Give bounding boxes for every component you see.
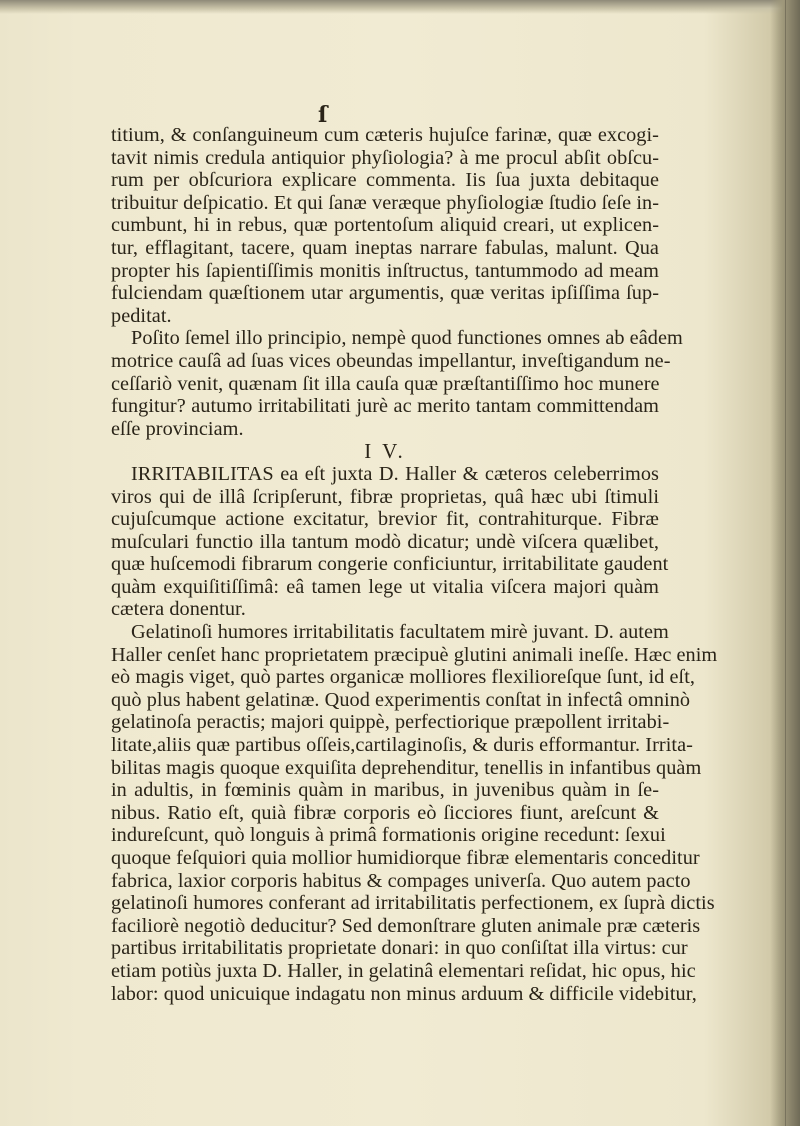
section-heading: I V. [364, 439, 406, 464]
text-line: gelatinoſi humores conferant ad irritabilitatis perfectionem, ex ſuprà dictis [111, 892, 715, 915]
text-line: tur, efflagitant, tacere, quam ineptas narrare fabulas, malunt. Qua [111, 236, 659, 259]
text-line: cætera donentur. [111, 598, 246, 621]
text-line: quò plus habent gelatinæ. Quod experimentis conſtat in infectâ omninò [111, 688, 691, 711]
text-line: eſſe provinciam. [111, 417, 244, 440]
page-edge-line [785, 0, 786, 1126]
text-line: eò magis viget, quò partes organicæ molliores flexilioreſque ſunt, id eſt, [111, 666, 696, 689]
text-line: peditat. [111, 304, 172, 327]
text-line: propter his ſapientiſſimis monitis inſtructus, tantummodo ad meam [111, 259, 659, 282]
text-line: bilitas magis quoque exquiſita deprehenditur, tenellis in infantibus quàm [111, 756, 702, 779]
text-line: Haller cenſet hanc proprietatem præcipuè glutini animali ineſſe. Hæc enim [111, 643, 718, 666]
text-line: faciliorè negotiò deducitur? Sed demonſtrare gluten animale præ cæteris [111, 914, 701, 937]
text-line: muſculari functio illa tantum modò dicatur; undè viſcera quælibet, [111, 530, 659, 553]
text-line: etiam potiùs juxta D. Haller, in gelatinâ elementari reſidat, hic opus, hic [111, 959, 696, 982]
text-line: ceſſariò venit, quænam ſit illa cauſa quæ præſtantiſſimo hoc munere [111, 372, 660, 395]
signature-mark: ſ [318, 102, 328, 128]
text-line: Poſito ſemel illo principio, nempè quod functiones omnes ab eâdem [131, 327, 683, 350]
text-line: cumbunt, hi in rebus, quæ portentoſum aliquid creari, ut explicen- [111, 214, 659, 237]
text-line: partibus irritabilitatis proprietate donari: in quo conſiſtat illa virtus: cur [111, 937, 688, 960]
text-line: tribuitur deſpicatio. Et qui ſanæ veræque phyſiologiæ ſtudio ſeſe in- [111, 191, 659, 214]
text-line: tavit nimis credula antiquior phyſiologia? à me procul abſit obſcu- [111, 146, 659, 169]
text-line: cujuſcumque actione excitatur, brevior fit, contrahiturque. Fibræ [111, 508, 659, 531]
text-line: IRRITABILITAS ea eſt juxta D. Haller & cæteros celeberrimos [131, 462, 659, 485]
body-text [111, 124, 718, 1005]
text-line: fulciendam quæſtionem utar argumentis, quæ veritas ipſiſſima ſup- [111, 282, 659, 305]
text-line: fungitur? autumo irritabilitati jurè ac merito tantam committendam [111, 395, 659, 418]
text-line: litate,aliis quæ partibus oſſeis,cartilaginoſis, & duris efformantur. Irrita- [111, 734, 693, 757]
text-line: gelatinoſa peractis; majori quippè, perfectiorique præpollent irritabi- [111, 711, 670, 734]
text-line: labor: quod unicuique indagatu non minus arduum & difficile videbitur, [111, 982, 697, 1005]
text-line: Gelatinoſi humores irritabilitatis facultatem mirè juvant. D. autem [131, 621, 669, 644]
text-line: quæ huſcemodi fibrarum congerie conficiuntur, irritabilitate gaudent [111, 553, 669, 576]
text-line: rum per obſcuriora explicare commenta. Iis ſua juxta debitaque [111, 169, 659, 192]
text-line: motrice cauſâ ad ſuas vices obeundas impellantur, inveſtigandum ne- [111, 349, 671, 372]
text-line: nibus. Ratio eſt, quià fibræ corporis eò ſicciores fiunt, areſcunt & [111, 801, 659, 824]
text-line: quoque feſquiori quia mollior humidiorque fibræ elementaris conceditur [111, 847, 700, 869]
text-line: in adultis, in fœminis quàm in maribus, in juvenibus quàm in ſe- [111, 779, 659, 802]
text-line: titium, & conſanguineum cum cæteris hujuſce farinæ, quæ excogi- [111, 124, 659, 146]
text-line: quàm exquiſitiſſimâ: eâ tamen lege ut vitalia viſcera majori quàm [111, 575, 659, 598]
text-line: indureſcunt, quò longuis à primâ formationis origine recedunt: ſexui [111, 824, 666, 847]
page-top-shadow [0, 0, 800, 14]
text-line: viros qui de illâ ſcripſerunt, fibræ proprietas, quâ hæc ubi ſtimuli [111, 485, 659, 508]
text-line: fabrica, laxior corporis habitus & compages univerſa. Quo autem pacto [111, 869, 691, 892]
